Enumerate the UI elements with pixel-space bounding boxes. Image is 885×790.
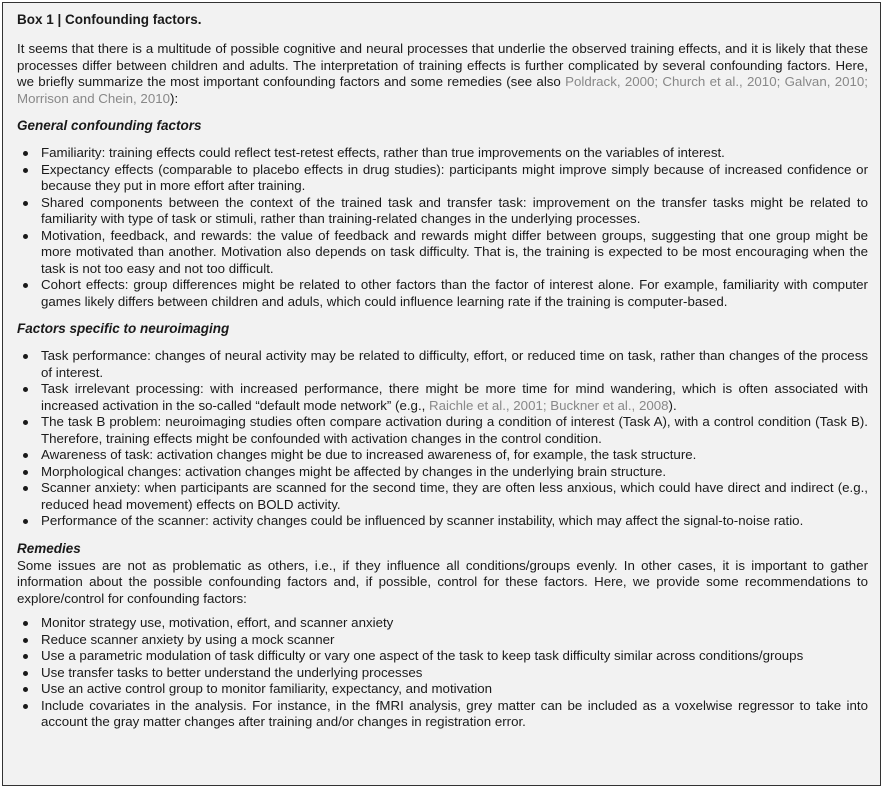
list-item: Use an active control group to monitor familiarity, expectancy, and motivation: [17, 681, 868, 698]
list-item: Awareness of task: activation changes might be due to increased awareness of, for example, the task structure.: [17, 447, 868, 464]
box-title: Box 1 | Confounding factors.: [17, 12, 202, 27]
list-item: Monitor strategy use, motivation, effort, and scanner anxiety: [17, 615, 868, 632]
list-item: Use a parametric modulation of task difficulty or vary one aspect of the task to keep task difficulty similar across conditions/groups: [17, 648, 868, 665]
bullet-icon: [23, 687, 28, 692]
intro-text: It seems that there is a multitude of possible cognitive and neural processes that underlie the observed training effects, and it is likely that these processes differ between children and adults. The interpretation of training effects is further complicated by several confounding factors. Here, we briefly summarize the most important confounding factors and some remedies (see also: [17, 41, 868, 89]
list-item: Reduce scanner anxiety by using a mock scanner: [17, 632, 868, 649]
list-item: Morphological changes: activation changes might be affected by changes in the underlying brain structure.: [17, 464, 868, 481]
list-item: Use transfer tasks to better understand the underlying processes: [17, 665, 868, 682]
intro-paragraph: [17, 41, 868, 107]
bullet-icon: [23, 283, 28, 288]
list-item: Task performance: changes of neural activity may be related to difficulty, effort, or reduced time on task, rather than changes of the process of interest.: [17, 348, 868, 381]
bullet-icon: [23, 420, 28, 425]
neuroimaging-factors-heading: Factors specific to neuroimaging: [17, 321, 230, 336]
list-item: Familiarity: training effects could reflect test-retest effects, rather than true improvements on the variables of interest.: [17, 145, 868, 162]
list-item: Scanner anxiety: when participants are scanned for the second time, they are often less anxious, which could have direct and indirect (e.g., reduced head movement) effects on BOLD activity.: [17, 480, 868, 513]
bullet-icon: [23, 354, 28, 359]
bullet-icon: [23, 654, 28, 659]
bullet-icon: [23, 486, 28, 491]
bullet-icon: [23, 470, 28, 475]
bullet-icon: [23, 638, 28, 643]
remedies-list: [17, 615, 868, 731]
bullet-icon: [23, 387, 28, 392]
list-item: Cohort effects: group differences might be related to other factors than the factor of interest alone. For example, familiarity with computer games likely differs between children and aduls, which could influence learning rate if the training is computer-based.: [17, 277, 868, 310]
list-item: Task irrelevant processing: with increased performance, there might be more time for mind wandering, which is often associated with increased activation in the so-called “default mode network” (e.g., Raichle et al., 2001; Buckner et al., 2008).: [17, 381, 868, 414]
bullet-icon: [23, 234, 28, 239]
neuroimaging-factors-list: [17, 348, 868, 530]
bullet-icon: [23, 671, 28, 676]
list-item: Performance of the scanner: activity changes could be influenced by scanner instability, which may affect the signal-to-noise ratio.: [17, 513, 868, 530]
general-factors-heading: General confounding factors: [17, 118, 202, 133]
general-factors-list: [17, 145, 868, 310]
list-item: Motivation, feedback, and rewards: the value of feedback and rewards might differ between groups, suggesting that one group might be more motivated than another. Motivation also depends on task difficulty. That is, the training is expected to be most encouraging when the task is not too easy and not too difficult.: [17, 228, 868, 278]
bullet-icon: [23, 453, 28, 458]
list-item: Expectancy effects (comparable to placebo effects in drug studies): participants might improve simply because of increased confidence or because they put in more effort after training.: [17, 162, 868, 195]
intro-text-end: ):: [170, 90, 179, 106]
bullet-icon: [23, 151, 28, 156]
bullet-icon: [23, 519, 28, 524]
confounding-factors-box: [2, 2, 881, 786]
list-item: Include covariates in the analysis. For instance, in the fMRI analysis, grey matter can be included as a voxelwise regressor to take into account the gray matter changes after training and/or changes in registration error.: [17, 698, 868, 731]
remedies-intro: Some issues are not as problematic as others, i.e., if they influence all conditions/groups evenly. In other cases, it is important to gather information about the possible confounding factors and, if possible, control for these factors. Here, we provide some recommendations to explore/control for confounding factors:: [17, 557, 868, 606]
list-item: Shared components between the context of the trained task and transfer task: improvement on the transfer tasks might be related to familiarity with type of task or stimuli, rather than training-related changes in the underlying processes.: [17, 195, 868, 228]
neuro-citation-link[interactable]: Raichle et al., 2001; Buckner et al., 2008: [429, 397, 669, 413]
intro-citation-link[interactable]: Poldrack, 2000; Church et al., 2010; Galvan, 2010; Morrison and Chein, 2010: [17, 74, 868, 106]
bullet-icon: [23, 621, 28, 626]
bullet-icon: [23, 704, 28, 709]
remedies-heading: Remedies: [17, 540, 81, 556]
list-item: The task B problem: neuroimaging studies often compare activation during a condition of interest (Task A), with a control condition (Task B). Therefore, training effects might be confounded with activation changes in the control condition.: [17, 414, 868, 447]
bullet-icon: [23, 201, 28, 206]
bullet-icon: [23, 168, 28, 173]
